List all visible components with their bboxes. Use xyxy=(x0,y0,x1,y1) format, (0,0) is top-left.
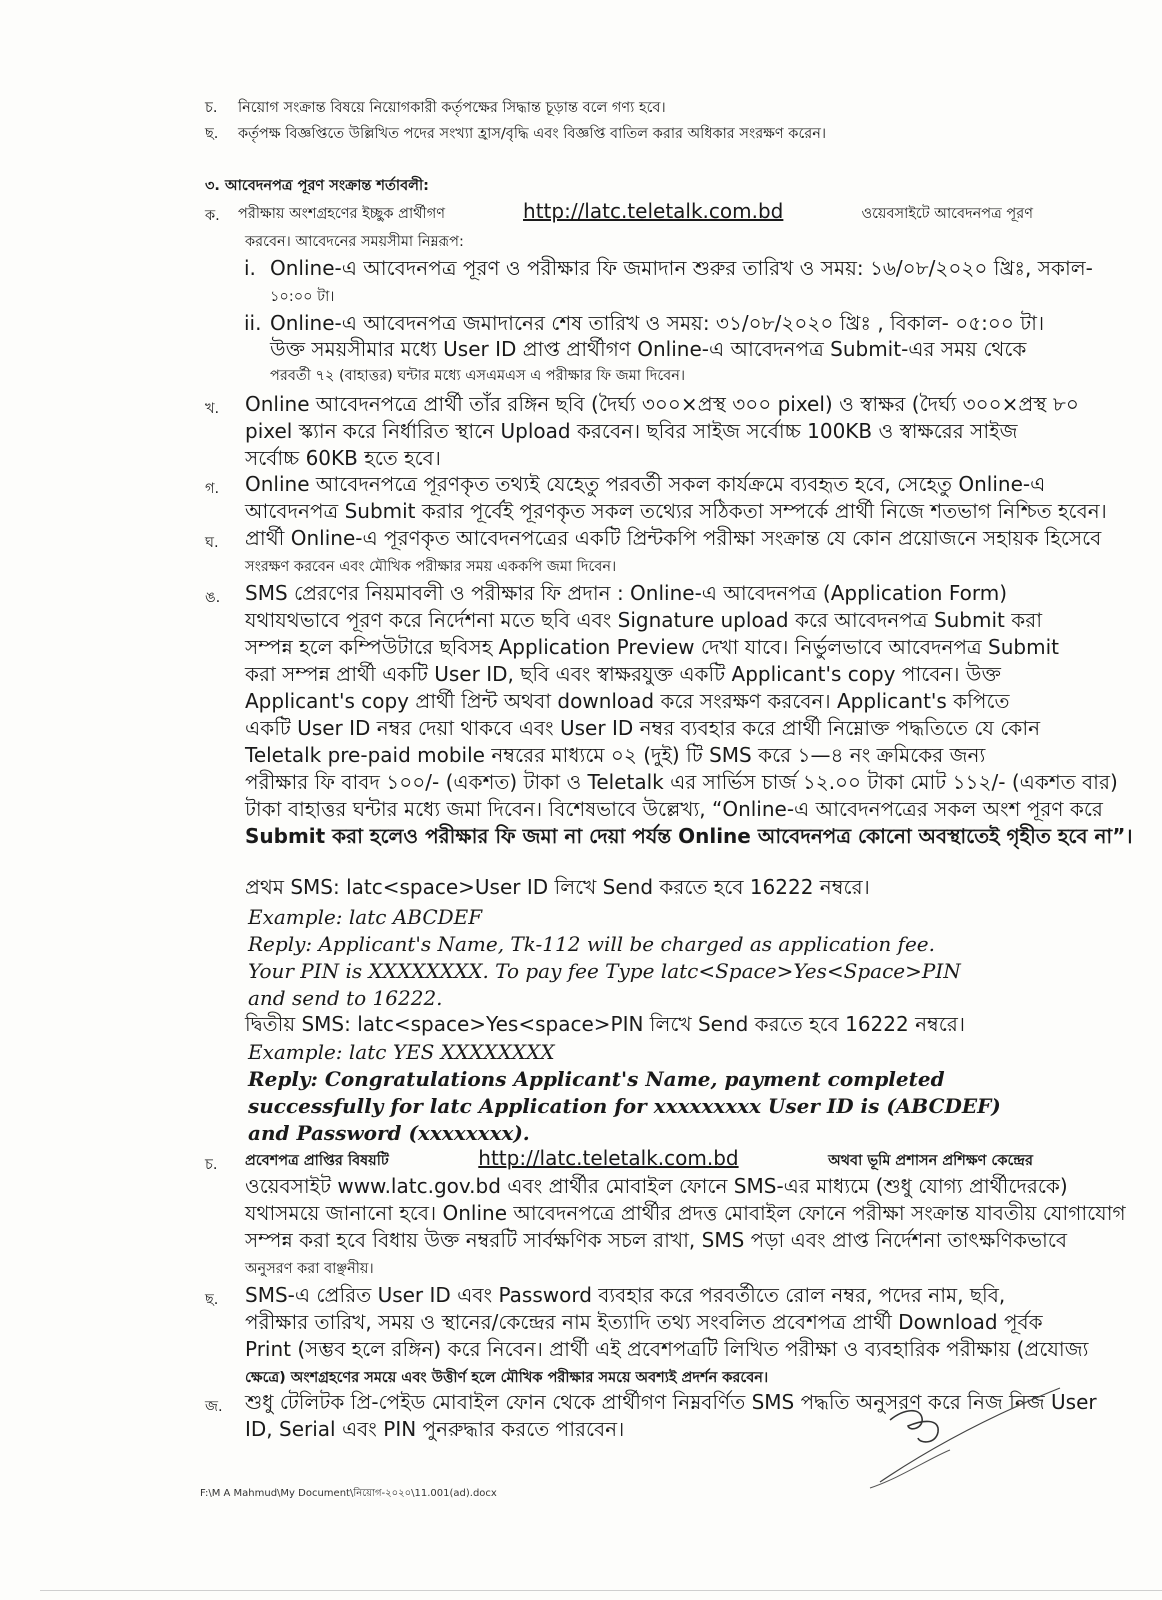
kha-line: pixel স্ক্যান করে নির্ধারিত স্থানে Upload করবেন। ছবির সাইজ সর্বোচ্চ 100KB ও স্বাক্ষরের সাইজ xyxy=(245,419,1018,443)
cha-pre-text: প্রবেশপত্র প্রাপ্তির বিষয়টি xyxy=(245,1153,389,1169)
item-text: নিয়োগ সংক্রান্ত বিষয়ে নিয়োগকারী কর্তৃপক্ষের সিদ্ধান্ত চূড়ান্ত বলে গণ্য হবে। xyxy=(238,100,666,116)
ka-i-line: Online-এ আবেদনপত্র পূরণ ও পরীক্ষার ফি জমাদান শুরুর তারিখ ও সময়: ১৬/০৮/২০২০ খ্রিঃ, সকাল- xyxy=(270,256,1093,280)
ka-first-line xyxy=(238,201,1033,224)
uma-line: SMS প্রেরণের নিয়মাবলী ও পরীক্ষার ফি প্রদান : Online-এ আবেদনপত্র (Application Form) xyxy=(245,581,1008,605)
kha-line: সর্বোচ্চ 60KB হতে হবে। xyxy=(245,446,441,470)
cha-line: সম্পন্ন করা হবে বিধায় উক্ত নম্বরটি সার্বক্ষণিক সচল রাখা, SMS পড়া এবং প্রাপ্ত নির্দেশনা তাৎক্ষণিকভাবে xyxy=(245,1228,1067,1252)
sms-example-2: Example: latc YES XXXXXXXX xyxy=(248,1040,555,1064)
ka-i-line: ১০:০০ টা। xyxy=(270,289,335,305)
gha-line: প্রার্থী Online-এ পূরণকৃত আবেদনপত্রের একটি প্রিন্টকপি পরীক্ষা সংক্রান্ত যে কোন প্রয়োজনে সহায়ক হিসেবে xyxy=(245,526,1102,550)
latc-teletalk-link[interactable]: http://latc.teletalk.com.bd xyxy=(478,1146,739,1170)
item-marker: চ. xyxy=(205,100,218,116)
sms-example-1: Example: latc ABCDEF xyxy=(248,905,483,929)
uma-line: করা সম্পন্ন প্রার্থী একটি User ID, ছবি এবং স্বাক্ষরযুক্ত একটি Applicant's copy পাবেন। উক্ত xyxy=(245,662,1001,686)
cha-post-text: অথবা ভূমি প্রশাসন প্রশিক্ষণ কেন্দ্রের xyxy=(828,1153,1033,1169)
chha-line: Print (সম্ভব হলে রঙ্গিন) করে নিবেন। প্রার্থী এই প্রবেশপত্রটি লিখিত পরীক্ষা ও ব্যবহারিক পরীক্ষায় (প্রযোজ্য xyxy=(245,1337,1089,1361)
sms-second-instruction: দ্বিতীয় SMS: latc<space>Yes<space>PIN লিখে Send করতে হবে 16222 নম্বরে। xyxy=(245,1012,966,1036)
gha-line: সংরক্ষণ করবেন এবং মৌখিক পরীক্ষার সময় এককপি জমা দিবেন। xyxy=(245,559,617,575)
item-marker: গ. xyxy=(205,481,220,497)
cha-line: ওয়েবসাইট www.latc.gov.bd এবং প্রার্থীর মোবাইল ফোনে SMS-এর মাধ্যমে (শুধু যোগ্য প্রার্থীদেরকে) xyxy=(245,1174,1068,1198)
sms-reply-2-line: successfully for latc Application for xxxxxxxxx User ID is (ABCDEF) xyxy=(248,1094,1001,1118)
ga-line: Online আবেদনপত্রে পূরণকৃত তথ্যই যেহেতু পরবর্তী সকল কার্যক্রমে ব্যবহৃত হবে, সেহেতু Online-এ xyxy=(245,472,1046,496)
ka-ii-line: পরবর্তী ৭২ (বাহাত্তর) ঘন্টার মধ্যে এসএমএস এ পরীক্ষার ফি জমা দিবেন। xyxy=(270,368,686,384)
uma-line: যথাযথভাবে পূরণ করে নির্দেশনা মতে ছবি এবং Signature upload করে আবেদনপত্র Submit করা xyxy=(245,608,1043,632)
sms-reply-2-line: and Password (xxxxxxxx). xyxy=(248,1121,530,1145)
latc-teletalk-link[interactable]: http://latc.teletalk.com.bd xyxy=(523,199,784,223)
cha-line: অনুসরণ করা বাঞ্ছনীয়। xyxy=(245,1261,374,1277)
file-path-footer: F:\M A Mahmud\My Document\নিয়োগ-২০২০\11.001(ad).docx xyxy=(200,1488,497,1499)
item-marker: খ. xyxy=(205,401,220,417)
item-marker: ছ. xyxy=(205,126,219,142)
sub-marker: i. xyxy=(244,256,256,280)
chha-line: পরীক্ষার তারিখ, সময় ও স্থানের/কেন্দ্রের নাম ইত্যাদি তথ্য সংবলিত প্রবেশপত্র প্রার্থী Download পূর্বক xyxy=(245,1310,1043,1334)
ka-pre-text: পরীক্ষায় অংশগ্রহণের ইচ্ছুক প্রার্থীগণ xyxy=(238,206,445,222)
uma-line: Applicant's copy প্রার্থী প্রিন্ট অথবা download করে সংরক্ষণ করবেন। Applicant's কপিতে xyxy=(245,689,1010,713)
uma-line: পরীক্ষার ফি বাবদ ১০০/- (একশত) টাকা ও Teletalk এর সার্ভিস চার্জ ১২.০০ টাকা মোট ১১২/- (একশত বার) xyxy=(245,770,1118,794)
handwritten-signature xyxy=(860,1360,1080,1490)
item-marker: ঘ. xyxy=(205,535,219,551)
ga-line: আবেদনপত্র Submit করার পূর্বেই পূরণকৃত সকল তথ্যের সঠিকতা সম্পর্কে প্রার্থী নিজে শতভাগ নিশ্চিত হবেন। xyxy=(245,499,1107,523)
item-marker: ছ. xyxy=(205,1292,219,1308)
sms-first-instruction: প্রথম SMS: latc<space>User ID লিখে Send করতে হবে 16222 নম্বরে। xyxy=(245,875,870,899)
ja-line: শুধু টেলিটক প্রি-পেইড মোবাইল ফোন থেকে প্রার্থীগণ নিম্নবর্ণিত SMS পদ্ধতি অনুসরণ করে নিজ নিজ User xyxy=(245,1390,1097,1414)
uma-line: সম্পন্ন হলে কম্পিউটারে ছবিসহ Application Preview দেখা যাবে। নির্ভুলভাবে আবেদনপত্র Submit xyxy=(245,635,1060,659)
cha-first-line xyxy=(245,1148,1033,1171)
sms-reply-2-line: Reply: Congratulations Applicant's Name, payment completed xyxy=(248,1067,945,1091)
sms-reply-1-line: and send to 16222. xyxy=(248,986,443,1010)
chha-line: SMS-এ প্রেরিত User ID এবং Password ব্যবহার করে পরবর্তীতে রোল নম্বর, পদের নাম, ছবি, xyxy=(245,1283,1006,1307)
sms-reply-1-line: Your PIN is XXXXXXXX. To pay fee Type latc<Space>Yes<Space>PIN xyxy=(248,959,961,983)
uma-line: Teletalk pre-paid mobile নম্বরের মাধ্যমে ০২ (দুই) টি SMS করে ১—৪ নং ক্রমিকের জন্য xyxy=(245,743,986,767)
cha-line: যথাসময়ে জানানো হবে। Online আবেদনপত্রে প্রার্থীর প্রদত্ত মোবাইল ফোনে পরীক্ষা সংক্রান্ত যাবতীয় যোগাযোগ xyxy=(245,1201,1126,1225)
uma-line: একটি User ID নম্বর দেয়া থাকবে এবং User ID নম্বর ব্যবহার করে প্রার্থী নিম্নোক্ত পদ্ধতিতে যে কোন xyxy=(245,716,1041,740)
uma-line: টাকা বাহাত্তর ঘন্টার মধ্যে জমা দিবেন। বিশেষভাবে উল্লেখ্য, “Online-এ আবেদনপত্রের সকল অংশ পূরণ করে xyxy=(245,797,1103,821)
ka-post-text: ওয়েবসাইটে আবেদনপত্র পূরণ xyxy=(861,206,1033,222)
chha-line: ক্ষেত্রে) অংশগ্রহণের সময়ে এবং উত্তীর্ণ হলে মৌখিক পরীক্ষার সময়ে অবশ্যই প্রদর্শন করবেন। xyxy=(245,1370,769,1386)
sub-marker: ii. xyxy=(244,311,262,335)
item-marker: চ. xyxy=(205,1157,218,1173)
sms-reply-1-line: Reply: Applicant's Name, Tk-112 will be charged as application fee. xyxy=(248,932,935,956)
ka-ii-line: উক্ত সময়সীমার মধ্যে User ID প্রাপ্ত প্রার্থীগণ Online-এ আবেদনপত্র Submit-এর সময় থেকে xyxy=(270,337,1027,361)
section-heading: ৩. আবেদনপত্র পূরণ সংক্রান্ত শর্তাবলী: xyxy=(205,178,429,194)
item-marker: ক. xyxy=(205,208,220,224)
kha-line: Online আবেদনপত্রে প্রার্থী তাঁর রঙ্গিন ছবি (দৈর্ঘ্য ৩০০×প্রস্থ ৩০০ pixel) ও স্বাক্ষর (দৈর্ঘ্য ৩০০×প্রস্থ ৮০ xyxy=(245,392,1079,416)
uma-line: Submit করা হলেও পরীক্ষার ফি জমা না দেয়া পর্যন্ত Online আবেদনপত্র কোনো অবস্থাতেই গৃহীত হবে না”। xyxy=(245,824,1133,848)
page-bottom-edge xyxy=(40,1590,1162,1591)
item-text: কর্তৃপক্ষ বিজ্ঞপ্তিতে উল্লিখিত পদের সংখ্যা হ্রাস/বৃদ্ধি এবং বিজ্ঞপ্তি বাতিল করার অধিকার সংরক্ষণ করেন। xyxy=(238,126,827,142)
ka-line: করবেন। আবেদনের সময়সীমা নিম্নরূপ: xyxy=(245,234,464,250)
ja-line: ID, Serial এবং PIN পুনরুদ্ধার করতে পারবেন। xyxy=(245,1417,625,1441)
item-marker: জ. xyxy=(205,1399,223,1415)
item-marker: ঙ. xyxy=(205,590,221,606)
ka-ii-line: Online-এ আবেদনপত্র জমাদানের শেষ তারিখ ও সময়: ৩১/০৮/২০২০ খ্রিঃ , বিকাল- ০৫:০০ টা। xyxy=(270,311,1045,335)
